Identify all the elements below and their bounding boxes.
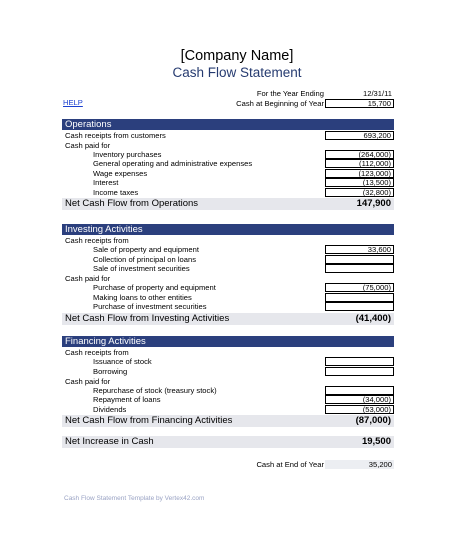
financing-paid-item-label: Repurchase of stock (treasury stock)	[93, 386, 217, 395]
operations-item-value[interactable]: (264,000)	[325, 150, 394, 159]
investing-paid-item-label: Purchase of investment securities	[93, 302, 207, 311]
net-investing-row	[62, 313, 394, 325]
financing-receipt-label: Issuance of stock	[93, 357, 152, 366]
operations-paid-label: Cash paid for	[65, 141, 111, 150]
financing-paid-item-value[interactable]	[325, 386, 394, 395]
financing-paid-item-label: Repayment of loans	[93, 395, 161, 404]
financing-paid-item-value[interactable]: (34,000)	[325, 395, 394, 404]
net-increase-value: 19,500	[361, 436, 391, 447]
cash-begin-label: Cash at Beginning of Year	[236, 99, 324, 108]
investing-receipt-value[interactable]	[325, 264, 394, 273]
cash-end-value: 35,200	[325, 460, 394, 469]
operations-item-label: Inventory purchases	[93, 150, 162, 159]
net-financing-label: Net Cash Flow from Financing Activities	[65, 415, 233, 426]
year-ending-label: For the Year Ending	[256, 89, 324, 98]
year-ending-value[interactable]: 12/31/11	[363, 89, 392, 98]
investing-receipt-label: Collection of principal on loans	[93, 255, 196, 264]
operations-receipts-value[interactable]: 693,200	[325, 131, 394, 140]
operations-item-value[interactable]: (112,000)	[325, 159, 394, 168]
investing-receipt-label: Sale of investment securities	[93, 264, 190, 273]
financing-receipts-label: Cash receipts from	[65, 348, 129, 357]
net-investing-value: (41,400)	[355, 313, 391, 324]
financing-receipt-label: Borrowing	[93, 367, 128, 376]
operations-item-label: Income taxes	[93, 188, 139, 197]
financing-paid-label: Cash paid for	[65, 377, 111, 386]
investing-receipt-label: Sale of property and equipment	[93, 245, 199, 254]
operations-item-label: General operating and administrative expenses	[93, 159, 253, 168]
financing-paid-item-value[interactable]: (53,000)	[325, 405, 394, 414]
net-investing-label: Net Cash Flow from Investing Activities	[65, 313, 230, 324]
investing-receipt-value[interactable]: 33,600	[325, 245, 394, 254]
net-operations-row	[62, 198, 394, 210]
operations-item-value[interactable]: (32,800)	[325, 188, 394, 197]
net-increase-label: Net Increase in Cash	[65, 436, 154, 447]
operations-item-value[interactable]: (123,000)	[325, 169, 394, 178]
investing-paid-label: Cash paid for	[65, 274, 111, 283]
net-financing-value: (87,000)	[355, 415, 391, 426]
operations-receipts-label: Cash receipts from customers	[65, 131, 166, 140]
net-increase-row	[62, 436, 394, 448]
section-header-investing: Investing Activities	[62, 224, 394, 235]
net-operations-label: Net Cash Flow from Operations	[65, 198, 199, 209]
investing-paid-item-label: Purchase of property and equipment	[93, 283, 216, 292]
footer-credit[interactable]: Cash Flow Statement Template by Vertex42.com	[64, 495, 205, 502]
investing-paid-item-value[interactable]	[325, 293, 394, 302]
company-name: [Company Name]	[180, 48, 294, 64]
help-link[interactable]: HELP	[63, 98, 83, 107]
investing-paid-item-label: Making loans to other entities	[93, 293, 192, 302]
cash-end-label: Cash at End of Year	[256, 460, 324, 469]
investing-receipts-label: Cash receipts from	[65, 236, 129, 245]
operations-item-label: Interest	[93, 178, 119, 187]
investing-receipt-value[interactable]	[325, 255, 394, 264]
investing-paid-item-value[interactable]: (75,000)	[325, 283, 394, 292]
net-operations-value: 147,900	[356, 198, 391, 209]
statement-title: Cash Flow Statement	[172, 65, 302, 80]
net-financing-row	[62, 415, 394, 427]
section-header-financing: Financing Activities	[62, 336, 394, 347]
financing-receipt-value[interactable]	[325, 357, 394, 366]
operations-item-label: Wage expenses	[93, 169, 148, 178]
investing-paid-item-value[interactable]	[325, 302, 394, 311]
financing-receipt-value[interactable]	[325, 367, 394, 376]
section-header-operations: Operations	[62, 119, 394, 130]
cash-begin-value[interactable]: 15,700	[325, 99, 394, 108]
financing-paid-item-label: Dividends	[93, 405, 127, 414]
operations-item-value[interactable]: (13,500)	[325, 178, 394, 187]
